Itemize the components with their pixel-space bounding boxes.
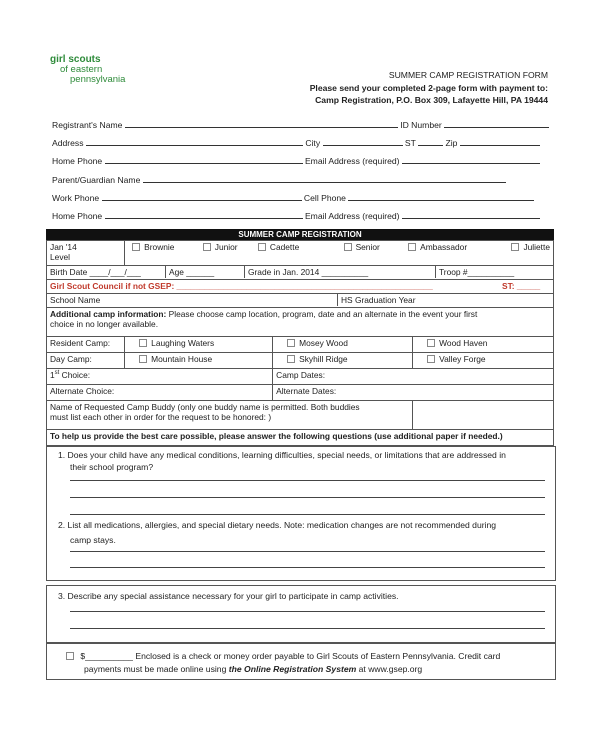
day-option-1-label: Mountain House — [151, 354, 213, 364]
alternate-dates-field[interactable]: Alternate Dates: — [273, 385, 554, 401]
checkbox-mountain-house[interactable] — [139, 355, 147, 363]
checkbox-brownie[interactable] — [132, 243, 140, 251]
work-phone-row — [52, 192, 534, 203]
payment-box — [46, 642, 556, 680]
question-3-text: 3. Describe any special assistance necessary for your girl to participate in camp activities. — [58, 591, 399, 601]
resident-camp-label: Resident Camp: — [47, 337, 125, 353]
alternate-choice-field[interactable]: Alternate Choice: — [47, 385, 273, 401]
home-phone-label: Home Phone — [52, 156, 103, 166]
organization-logo — [50, 55, 125, 85]
help-heading: To help us provide the best care possible, please answer the following questions (use additional paper if needed.) — [47, 430, 554, 446]
first-choice-row — [47, 369, 554, 385]
council-field[interactable]: Girl Scout Council if not GSEP: _______________________________________________________ — [50, 281, 433, 291]
resident-option-1-label: Laughing Waters — [151, 338, 215, 348]
checkbox-cadette[interactable] — [258, 243, 266, 251]
buddy-cell[interactable] — [47, 401, 413, 430]
mailing-address: Camp Registration, P.O. Box 309, Lafayette Hill, PA 19444 — [315, 95, 548, 105]
resident-option-3 — [413, 337, 554, 353]
online-registration-link[interactable]: the Online Registration System — [228, 664, 357, 674]
payment-row-2 — [84, 664, 422, 674]
troop-field[interactable]: Troop #__________ — [439, 267, 515, 277]
buddy-text-2: must list each other in order for the request to be honored: ) — [50, 412, 272, 422]
id-number-label: ID Number — [400, 120, 442, 130]
resident-option-1 — [125, 337, 273, 353]
checkbox-ambassador[interactable] — [408, 243, 416, 251]
parent-input[interactable] — [143, 174, 506, 183]
question-2-text-2: camp stays. — [70, 535, 116, 545]
checkbox-junior[interactable] — [203, 243, 211, 251]
level-label-a: Jan '14 — [50, 242, 77, 252]
home-phone-row — [52, 155, 540, 166]
level-label-cell — [47, 241, 125, 266]
answer-line-1-1[interactable] — [70, 480, 545, 481]
home-phone-2-row — [52, 210, 540, 221]
question-1-text-2: their school program? — [70, 462, 154, 472]
answer-line-1-3[interactable] — [70, 514, 545, 515]
level-option-cadette: Cadette — [269, 242, 300, 252]
address-row — [52, 137, 540, 148]
answer-line-2-1[interactable] — [70, 551, 545, 552]
day-option-2 — [273, 353, 413, 369]
checkbox-payment[interactable] — [66, 652, 74, 660]
buddy-input[interactable] — [413, 401, 554, 430]
resident-option-2 — [273, 337, 413, 353]
home-phone-2-input[interactable] — [105, 210, 303, 219]
council-state-field[interactable]: ST: _____ — [502, 281, 541, 291]
logo-line-2: of eastern — [60, 64, 103, 75]
answer-line-3-2[interactable] — [70, 628, 545, 629]
state-input[interactable] — [418, 137, 443, 146]
additional-info-text: Please choose camp location, program, date and an alternate in the event your first — [166, 309, 478, 319]
logo-line-1: girl scouts — [50, 54, 101, 65]
work-phone-label: Work Phone — [52, 193, 100, 203]
registrant-label: Registrant's Name — [52, 120, 123, 130]
checkbox-juliette[interactable] — [511, 243, 519, 251]
answer-line-2-2[interactable] — [70, 567, 545, 568]
day-option-3 — [413, 353, 554, 369]
level-option-ambassador: Ambassador — [420, 242, 468, 252]
logo-line-3: pennsylvania — [70, 74, 126, 85]
work-phone-input[interactable] — [102, 192, 302, 201]
email-2-input[interactable] — [402, 210, 540, 219]
birth-row — [47, 266, 554, 280]
id-number-input[interactable] — [444, 119, 549, 128]
cell-phone-input[interactable] — [348, 192, 534, 201]
section-title-bar: SUMMER CAMP REGISTRATION — [46, 229, 554, 240]
payment-text-3: at www.gsep.org — [356, 664, 423, 674]
grade-field[interactable]: Grade in Jan. 2014 __________ — [245, 266, 436, 278]
home-phone-input[interactable] — [105, 155, 303, 164]
day-camp-row — [47, 353, 554, 369]
level-option-senior: Senior — [355, 242, 380, 252]
email-2-label: Email Address (required) — [304, 211, 400, 221]
help-row — [47, 430, 554, 446]
state-label: ST — [404, 138, 416, 148]
resident-camp-row — [47, 337, 554, 353]
send-instructions: Please send your completed 2-page form with payment to: — [309, 83, 548, 93]
payment-row-1 — [66, 651, 500, 661]
cell-phone-label: Cell Phone — [303, 193, 346, 203]
level-options-cell — [125, 241, 554, 266]
address-label: Address — [52, 138, 84, 148]
city-input[interactable] — [323, 137, 403, 146]
checkbox-mosey-wood[interactable] — [287, 339, 295, 347]
level-row — [47, 241, 554, 266]
level-label-b: Level — [50, 252, 71, 262]
additional-info-row — [47, 308, 554, 337]
zip-label: Zip — [445, 138, 458, 148]
checkbox-wood-haven[interactable] — [427, 339, 435, 347]
level-option-brownie: Brownie — [144, 242, 175, 252]
email-label: Email Address (required) — [304, 156, 400, 166]
registration-table — [46, 240, 554, 446]
additional-info-cell — [47, 308, 554, 337]
buddy-text-1: Name of Requested Camp Buddy (only one buddy name is permitted. Both buddies — [50, 402, 360, 412]
payment-text-2: payments must be made online using — [84, 664, 229, 674]
city-label: City — [305, 138, 321, 148]
day-option-3-label: Valley Forge — [439, 354, 486, 364]
first-choice-number: 1 — [50, 370, 55, 380]
resident-option-2-label: Mosey Wood — [299, 338, 348, 348]
home-phone-2-label: Home Phone — [52, 211, 103, 221]
day-option-1 — [125, 353, 273, 369]
payment-text-1: $__________ Enclosed is a check or money order payable to Girl Scouts of Eastern Pennsylvania. Credit card — [80, 651, 501, 661]
additional-info-text-2: choice in no longer available. — [50, 319, 159, 329]
checkbox-valley-forge[interactable] — [427, 355, 435, 363]
answer-line-3-1[interactable] — [70, 611, 545, 612]
day-camp-label: Day Camp: — [47, 353, 125, 369]
camp-dates-field[interactable]: Camp Dates: — [273, 369, 554, 385]
hs-graduation-field[interactable]: HS Graduation Year — [341, 295, 416, 305]
parent-label: Parent/Guardian Name — [52, 175, 141, 185]
level-option-junior: Junior — [214, 242, 238, 252]
age-field[interactable]: Age ______ — [166, 266, 245, 278]
first-choice-label: Choice: — [59, 370, 91, 380]
registrant-input[interactable] — [125, 119, 398, 128]
registrant-row — [52, 119, 549, 130]
additional-info-heading: Additional camp information: — [50, 309, 167, 319]
alternate-row — [47, 385, 554, 401]
day-option-2-label: Skyhill Ridge — [299, 354, 348, 364]
first-choice-suffix: st — [54, 370, 60, 377]
checkbox-senior[interactable] — [344, 243, 352, 251]
level-option-juliette: Juliette — [523, 242, 550, 252]
resident-option-3-label: Wood Haven — [439, 338, 488, 348]
address-input[interactable] — [86, 137, 303, 146]
email-input[interactable] — [402, 155, 540, 164]
answer-line-1-2[interactable] — [70, 497, 545, 498]
zip-input[interactable] — [460, 137, 540, 146]
form-title: SUMMER CAMP REGISTRATION FORM — [388, 70, 548, 80]
first-choice-field[interactable] — [47, 369, 273, 385]
checkbox-laughing-waters[interactable] — [139, 339, 147, 347]
question-1-text: 1. Does your child have any medical conditions, learning difficulties, special needs, or limitations that are addressed in — [58, 450, 506, 460]
school-row — [47, 294, 554, 308]
birth-date-field[interactable]: Birth Date ____/___/___ — [47, 266, 166, 278]
school-name-field[interactable]: School Name — [47, 294, 338, 306]
parent-row — [52, 174, 506, 185]
checkbox-skyhill-ridge[interactable] — [287, 355, 295, 363]
question-2-text: 2. List all medications, allergies, and special dietary needs. Note: medication changes are not recommended during — [58, 520, 497, 530]
council-row — [47, 280, 554, 294]
buddy-row — [47, 401, 554, 430]
